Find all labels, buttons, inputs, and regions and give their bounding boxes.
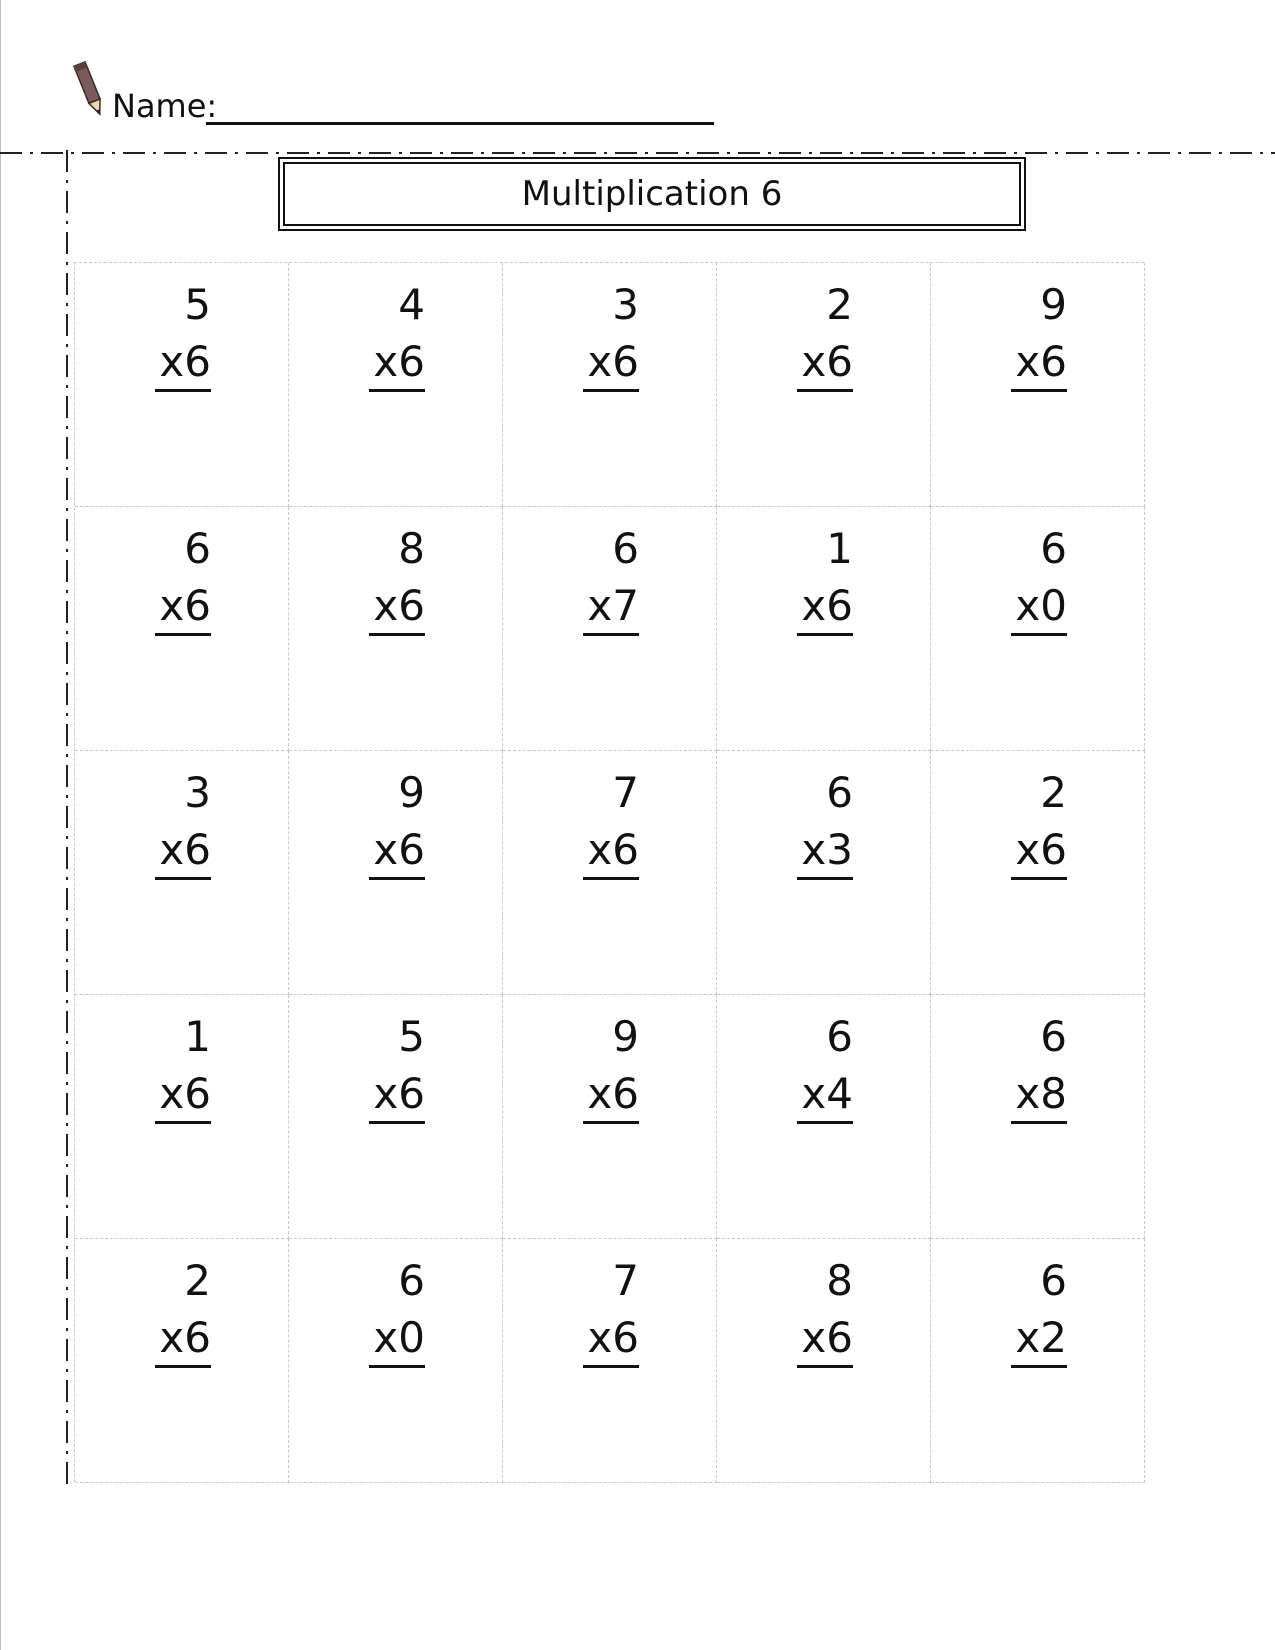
problem-cell[interactable] <box>931 995 1145 1239</box>
multiplication-problem <box>583 763 639 880</box>
multiplication-problem <box>155 1251 211 1368</box>
page-edge <box>0 0 1 1650</box>
problem-cell[interactable] <box>289 751 503 995</box>
multiplier: x0 <box>369 1311 425 1368</box>
multiplicand: 6 <box>826 1012 853 1061</box>
multiplier: x6 <box>155 1311 211 1368</box>
multiplicand: 2 <box>1040 768 1067 817</box>
multiplier: x6 <box>369 579 425 636</box>
problem-cell[interactable] <box>931 263 1145 507</box>
multiplication-problem <box>369 763 425 880</box>
problem-cell[interactable] <box>717 507 931 751</box>
multiplication-problem <box>797 1007 853 1124</box>
problem-cell[interactable] <box>503 751 717 995</box>
problem-cell[interactable] <box>289 507 503 751</box>
multiplication-problem <box>797 763 853 880</box>
multiplication-problem <box>369 275 425 392</box>
problem-cell[interactable] <box>75 263 289 507</box>
name-field[interactable] <box>206 122 714 125</box>
multiplier: x6 <box>369 1067 425 1124</box>
multiplier: x2 <box>1011 1311 1067 1368</box>
multiplication-problem <box>155 519 211 636</box>
multiplier: x7 <box>583 579 639 636</box>
multiplicand: 6 <box>1040 1012 1067 1061</box>
cut-line-vertical <box>64 150 70 1486</box>
multiplicand: 9 <box>612 1012 639 1061</box>
title-box <box>278 157 1026 231</box>
multiplicand: 2 <box>826 280 853 329</box>
multiplication-problem <box>583 1251 639 1368</box>
multiplicand: 6 <box>184 524 211 573</box>
multiplicand: 9 <box>1040 280 1067 329</box>
multiplication-problem <box>583 1007 639 1124</box>
problem-cell[interactable] <box>289 1239 503 1483</box>
multiplication-problem <box>369 1007 425 1124</box>
problem-cell[interactable] <box>75 751 289 995</box>
problem-cell[interactable] <box>503 1239 717 1483</box>
multiplier: x6 <box>155 823 211 880</box>
pencil-icon <box>70 58 110 122</box>
multiplication-problem <box>369 1251 425 1368</box>
multiplier: x6 <box>797 579 853 636</box>
multiplication-problem <box>1011 763 1067 880</box>
multiplication-problem <box>583 519 639 636</box>
problem-cell[interactable] <box>503 507 717 751</box>
multiplier: x6 <box>369 823 425 880</box>
problem-cell[interactable] <box>503 995 717 1239</box>
multiplicand: 6 <box>826 768 853 817</box>
multiplier: x0 <box>1011 579 1067 636</box>
multiplicand: 1 <box>184 1012 211 1061</box>
multiplication-problem <box>797 519 853 636</box>
problem-cell[interactable] <box>75 995 289 1239</box>
problem-cell[interactable] <box>717 751 931 995</box>
multiplication-problem <box>155 275 211 392</box>
multiplier: x3 <box>797 823 853 880</box>
problem-cell[interactable] <box>717 263 931 507</box>
problem-cell[interactable] <box>289 263 503 507</box>
multiplicand: 6 <box>612 524 639 573</box>
multiplicand: 8 <box>398 524 425 573</box>
multiplier: x8 <box>1011 1067 1067 1124</box>
problem-cell[interactable] <box>931 507 1145 751</box>
multiplier: x6 <box>369 335 425 392</box>
multiplication-problem <box>1011 519 1067 636</box>
multiplication-problem <box>1011 1007 1067 1124</box>
multiplicand: 3 <box>612 280 639 329</box>
multiplicand: 9 <box>398 768 425 817</box>
multiplicand: 3 <box>184 768 211 817</box>
multiplicand: 4 <box>398 280 425 329</box>
multiplication-problem <box>797 1251 853 1368</box>
multiplication-problem <box>155 763 211 880</box>
multiplier: x6 <box>155 579 211 636</box>
multiplicand: 6 <box>398 1256 425 1305</box>
multiplication-problem <box>1011 275 1067 392</box>
multiplier: x6 <box>1011 335 1067 392</box>
problem-cell[interactable] <box>503 263 717 507</box>
multiplication-problem <box>1011 1251 1067 1368</box>
multiplicand: 7 <box>612 768 639 817</box>
multiplicand: 7 <box>612 1256 639 1305</box>
multiplier: x4 <box>797 1067 853 1124</box>
problem-cell[interactable] <box>717 1239 931 1483</box>
page-title: Multiplication 6 <box>283 162 1021 226</box>
multiplication-problem <box>797 275 853 392</box>
multiplicand: 6 <box>1040 524 1067 573</box>
problem-cell[interactable] <box>717 995 931 1239</box>
problem-cell[interactable] <box>931 1239 1145 1483</box>
multiplier: x6 <box>583 823 639 880</box>
multiplier: x6 <box>797 335 853 392</box>
problem-grid <box>74 262 1144 1482</box>
multiplication-problem <box>155 1007 211 1124</box>
problem-cell[interactable] <box>75 507 289 751</box>
cut-line-horizontal <box>0 150 1275 156</box>
multiplication-problem <box>369 519 425 636</box>
multiplier: x6 <box>583 1067 639 1124</box>
multiplier: x6 <box>155 335 211 392</box>
name-label: Name: <box>112 87 218 125</box>
multiplier: x6 <box>797 1311 853 1368</box>
multiplicand: 5 <box>398 1012 425 1061</box>
multiplicand: 5 <box>184 280 211 329</box>
multiplicand: 8 <box>826 1256 853 1305</box>
multiplicand: 6 <box>1040 1256 1067 1305</box>
problem-cell[interactable] <box>75 1239 289 1483</box>
multiplication-problem <box>583 275 639 392</box>
multiplier: x6 <box>583 1311 639 1368</box>
multiplier: x6 <box>583 335 639 392</box>
multiplicand: 2 <box>184 1256 211 1305</box>
multiplier: x6 <box>1011 823 1067 880</box>
multiplier: x6 <box>155 1067 211 1124</box>
problem-cell[interactable] <box>289 995 503 1239</box>
multiplicand: 1 <box>826 524 853 573</box>
problem-cell[interactable] <box>931 751 1145 995</box>
